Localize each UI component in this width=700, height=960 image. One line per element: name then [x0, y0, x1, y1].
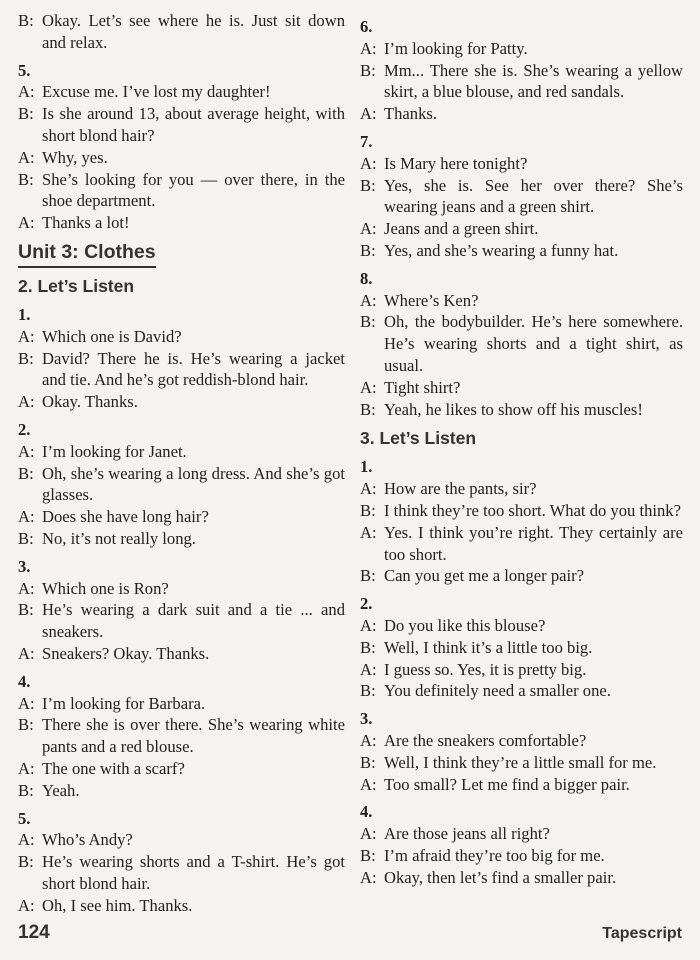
speaker-label: A:: [18, 507, 35, 527]
speaker-label: B:: [360, 637, 376, 657]
speaker-label: B:: [18, 715, 34, 735]
speaker-label: A:: [18, 895, 35, 915]
item-number: 1.: [360, 457, 373, 477]
item-number: 3.: [18, 556, 31, 576]
dialogue-line: [360, 867, 683, 889]
utterance: Are those jeans all right?: [384, 824, 550, 844]
utterance: Too small? Let me find a bigger pair.: [384, 774, 630, 794]
utterance: I think they’re too short. What do you think?: [384, 500, 681, 520]
item-number: 4.: [18, 671, 31, 691]
unit-heading-wrap: [18, 234, 345, 268]
dialogue-line: [18, 851, 345, 895]
speaker-label: B:: [360, 399, 376, 419]
utterance: Is Mary here tonight?: [384, 153, 528, 173]
unit-heading: Unit 3: Clothes: [18, 240, 156, 268]
utterance: Oh, she’s wearing a long dress. And she’s got glasses.: [42, 463, 345, 505]
speaker-label: A:: [18, 82, 35, 102]
utterance: The one with a scarf?: [42, 758, 185, 778]
dialogue-line: [360, 60, 683, 104]
item-number: 8.: [360, 268, 373, 288]
dialogue-line: [18, 599, 345, 643]
speaker-label: A:: [18, 392, 35, 412]
speaker-label: A:: [360, 867, 377, 887]
utterance: David? There he is. He’s wearing a jacket and tie. And he’s got reddish-blond hair.: [42, 348, 345, 390]
dialogue-line: [360, 752, 683, 774]
item-number: 5.: [18, 808, 31, 828]
speaker-label: A:: [360, 824, 377, 844]
utterance: Well, I think they’re a little small for me.: [384, 752, 657, 772]
utterance: Where’s Ken?: [384, 290, 479, 310]
dialogue-line: [360, 680, 683, 702]
speaker-label: A:: [360, 219, 377, 239]
speaker-label: A:: [360, 774, 377, 794]
speaker-label: A:: [360, 153, 377, 173]
section-heading: 3. Let’s Listen: [360, 428, 477, 449]
speaker-label: B:: [18, 528, 34, 548]
speaker-label: B:: [360, 845, 376, 865]
dialogue-line: [18, 103, 345, 147]
dialogue-line: [360, 218, 683, 240]
utterance: Thanks a lot!: [42, 213, 130, 233]
dialogue-line: [18, 693, 345, 715]
speaker-label: A:: [18, 441, 35, 461]
speaker-label: B:: [18, 104, 34, 124]
dialogue-line: [360, 478, 683, 500]
speaker-label: A:: [18, 326, 35, 346]
dialogue-line: [360, 240, 683, 262]
dialogue-line: [360, 103, 683, 125]
item-number: 4.: [360, 802, 373, 822]
utterance: No, it’s not really long.: [42, 528, 196, 548]
utterance: Oh, I see him. Thanks.: [42, 895, 193, 915]
dialogue-line: [360, 823, 683, 845]
dialogue-line: [360, 522, 683, 566]
utterance: Is she around 13, about average height, with short blond hair?: [42, 104, 345, 145]
dialogue-line: [18, 463, 345, 507]
dialogue-line: [360, 290, 683, 312]
utterance: Yeah.: [42, 780, 80, 800]
dialogue-line: [18, 169, 345, 213]
speaker-label: B:: [360, 175, 376, 195]
utterance: Okay. Thanks.: [42, 392, 138, 412]
speaker-label: A:: [360, 104, 377, 124]
speaker-label: B:: [18, 11, 34, 30]
dialogue-line: [360, 500, 683, 522]
utterance: There she is over there. She’s wearing white pants and a red blouse.: [42, 715, 345, 757]
dialogue-line: [360, 153, 683, 175]
dialogue-line: [360, 399, 683, 421]
utterance: I’m looking for Janet.: [42, 441, 187, 461]
left-column: [18, 10, 345, 916]
page-number: 124: [18, 922, 50, 943]
speaker-label: A:: [360, 659, 377, 679]
dialogue-line: [18, 326, 345, 348]
utterance: Jeans and a green shirt.: [384, 219, 539, 239]
speaker-label: A:: [360, 522, 377, 542]
utterance: Excuse me. I’ve lost my daughter!: [42, 82, 271, 102]
utterance: I’m looking for Patty.: [384, 38, 528, 58]
utterance: Who’s Andy?: [42, 830, 133, 850]
speaker-label: A:: [360, 290, 377, 310]
dialogue-line: [360, 730, 683, 752]
speaker-label: B:: [18, 600, 34, 620]
dialogue-line: [18, 643, 345, 665]
speaker-label: A:: [18, 643, 35, 663]
speaker-label: A:: [18, 693, 35, 713]
utterance: Does she have long hair?: [42, 507, 209, 527]
speaker-label: A:: [360, 38, 377, 58]
dialogue-line: [360, 845, 683, 867]
dialogue-line: [18, 81, 345, 103]
utterance: Yes, and she’s wearing a funny hat.: [384, 240, 619, 260]
item-number: 6.: [360, 17, 373, 36]
utterance: Okay. Let’s see where he is. Just sit down and relax.: [42, 11, 345, 52]
utterance: Can you get me a longer pair?: [384, 566, 584, 586]
dialogue-line: [18, 578, 345, 600]
speaker-label: B:: [18, 852, 34, 872]
dialogue-line: [18, 528, 345, 550]
speaker-label: A:: [360, 730, 377, 750]
utterance: Sneakers? Okay. Thanks.: [42, 643, 210, 663]
speaker-label: A:: [360, 615, 377, 635]
utterance: Which one is David?: [42, 326, 182, 346]
dialogue-line: [360, 615, 683, 637]
utterance: I’m looking for Barbara.: [42, 693, 206, 713]
utterance: Well, I think it’s a little too big.: [384, 637, 593, 657]
utterance: She’s looking for you — over there, in the shoe department.: [42, 169, 345, 211]
utterance: He’s wearing shorts and a T-shirt. He’s got short blond hair.: [42, 852, 345, 893]
utterance: Yeah, he likes to show off his muscles!: [384, 399, 643, 419]
dialogue-line: [18, 758, 345, 780]
dialogue-line: [18, 506, 345, 528]
dialogue-line: [360, 38, 683, 60]
speaker-label: B:: [18, 348, 34, 368]
dialogue-line: [18, 895, 345, 917]
speaker-label: A:: [18, 147, 35, 167]
item-number: 1.: [18, 304, 31, 324]
section-heading: 2. Let’s Listen: [18, 275, 135, 296]
speaker-label: A:: [18, 830, 35, 850]
dialogue-line: [360, 637, 683, 659]
utterance: Tight shirt?: [384, 377, 461, 397]
utterance: Mm... There she is. She’s wearing a yellow skirt, a blue blouse, and red sandals.: [384, 60, 683, 102]
dialogue-line: [18, 10, 345, 54]
dialogue-line: [360, 311, 683, 376]
speaker-label: A:: [18, 578, 35, 598]
utterance: Yes. I think you’re right. They certainly are too short.: [384, 522, 683, 564]
dialogue-line: [18, 441, 345, 463]
right-column: [360, 10, 683, 888]
utterance: Okay, then let’s find a smaller pair.: [384, 867, 617, 887]
utterance: Thanks.: [384, 104, 437, 124]
dialogue-line: [18, 780, 345, 802]
speaker-label: A:: [360, 377, 377, 397]
item-number: 2.: [18, 419, 31, 439]
speaker-label: B:: [360, 240, 376, 260]
utterance: I guess so. Yes, it is pretty big.: [384, 659, 587, 679]
running-head: Tapescript: [602, 925, 682, 942]
utterance: Do you like this blouse?: [384, 615, 546, 635]
dialogue-line: [18, 391, 345, 413]
dialogue-line: [360, 774, 683, 796]
item-number: 7.: [360, 131, 373, 151]
item-number: 3.: [360, 709, 373, 729]
speaker-label: B:: [360, 60, 376, 80]
utterance: How are the pants, sir?: [384, 479, 537, 499]
dialogue-line: [360, 659, 683, 681]
utterance: Are the sneakers comfortable?: [384, 730, 587, 750]
speaker-label: B:: [360, 752, 376, 772]
speaker-label: B:: [360, 312, 376, 332]
dialogue-line: [18, 147, 345, 169]
speaker-label: B:: [360, 681, 376, 701]
utterance: Yes, she is. See her over there? She’s wearing jeans and a green shirt.: [384, 175, 683, 217]
speaker-label: B:: [18, 463, 34, 483]
dialogue-line: [360, 175, 683, 219]
speaker-label: B:: [360, 566, 376, 586]
speaker-label: A:: [18, 213, 35, 233]
speaker-label: A:: [360, 479, 377, 499]
utterance: I’m afraid they’re too big for me.: [384, 845, 605, 865]
utterance: Oh, the bodybuilder. He’s here somewhere. He’s wearing shorts and a tight shirt, as usual.: [384, 312, 683, 375]
speaker-label: B:: [18, 780, 34, 800]
dialogue-line: [18, 829, 345, 851]
speaker-label: A:: [18, 758, 35, 778]
item-number: 2.: [360, 594, 373, 614]
dialogue-line: [18, 348, 345, 392]
utterance: Which one is Ron?: [42, 578, 169, 598]
speaker-label: B:: [360, 500, 376, 520]
utterance: He’s wearing a dark suit and a tie ... and sneakers.: [42, 600, 345, 642]
dialogue-line: [18, 212, 345, 234]
utterance: Why, yes.: [42, 147, 108, 167]
item-number: 5.: [18, 60, 31, 80]
speaker-label: B:: [18, 169, 34, 189]
dialogue-line: [360, 377, 683, 399]
dialogue-line: [360, 565, 683, 587]
dialogue-line: [18, 714, 345, 758]
utterance: You definitely need a smaller one.: [384, 681, 611, 701]
